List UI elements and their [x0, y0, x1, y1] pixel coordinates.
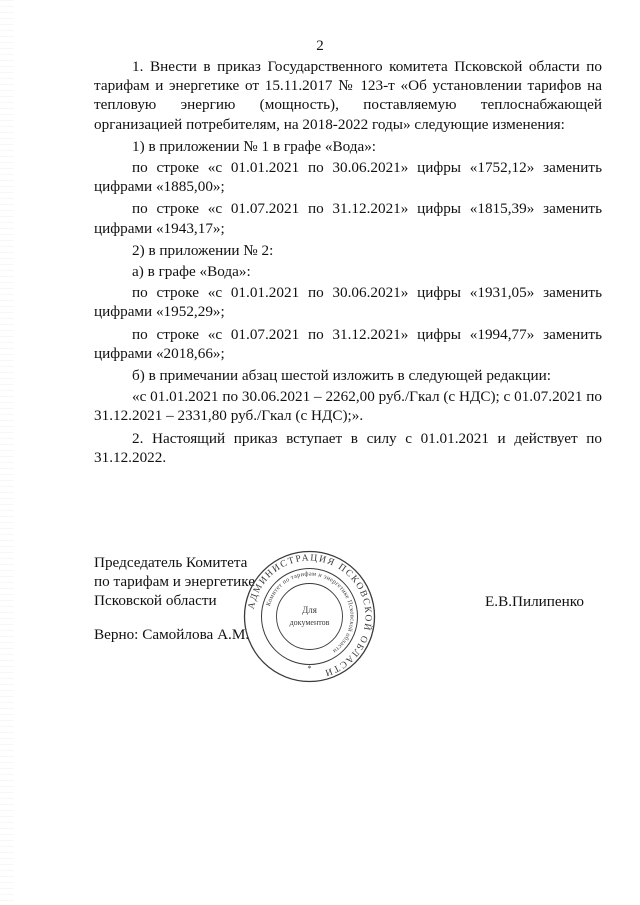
paragraph-7: по строке «с 01.01.2021 по 30.06.2021» цифры «1931,05» заменить цифрами «1952,29»; — [94, 284, 602, 321]
paragraph-8: по строке «с 01.07.2021 по 31.12.2021» цифры «1994,77» заменить цифрами «2018,66»; — [94, 325, 602, 362]
page-number: 2 — [316, 38, 324, 54]
stamp-inner-ring — [277, 584, 343, 650]
official-stamp — [242, 549, 377, 684]
stamp-center-line-1: Для — [302, 605, 317, 615]
stamp-center-line-2: документов — [289, 618, 330, 627]
paragraph-10: «с 01.01.2021 по 30.06.2021 – 2262,00 руб./Гкал (с НДС); с 01.07.2021 по 31.12.2021 – 2331,80 руб./Гкал (с НДС);». — [94, 388, 602, 425]
position-line-2: по тарифам и энергетике — [94, 573, 255, 590]
paragraph-9: б) в примечании абзац шестой изложить в следующей редакции: — [132, 367, 551, 385]
document-body — [94, 57, 602, 470]
paragraph-11: 2. Настоящий приказ вступает в силу с 01.01.2021 и действует по 31.12.2022. — [94, 429, 602, 466]
scan-edge-noise — [0, 0, 14, 905]
paragraph-1: 1. Внести в приказ Государственного комитета Псковской области по тарифам и энергетике от 15.11.2017 № 123-т «Об установлении тарифов на тепловую энергию (мощность), поставляемую теплоснабжающей организацией потребителям, на 2018-2022 годы» следующие изменения: — [94, 58, 602, 133]
signatory-name: Е.В.Пилипенко — [485, 593, 584, 610]
verified-by: Верно: Самойлова А.М. — [94, 626, 250, 643]
paragraph-4: по строке «с 01.07.2021 по 31.12.2021» цифры «1815,39» заменить цифрами «1943,17»; — [94, 200, 602, 237]
position-line-3: Псковской области — [94, 592, 217, 609]
position-line-1: Председатель Комитета — [94, 554, 248, 571]
stamp-star-icon: * — [307, 664, 312, 673]
paragraph-3: по строке «с 01.01.2021 по 30.06.2021» цифры «1752,12» заменить цифрами «1885,00»; — [94, 159, 602, 196]
paragraph-5: 2) в приложении № 2: — [132, 241, 274, 259]
signatory-position — [94, 553, 255, 610]
paragraph-6: а) в графе «Вода»: — [132, 263, 251, 281]
paragraph-2: 1) в приложении № 1 в графе «Вода»: — [132, 137, 377, 155]
stamp-middle-ring — [262, 569, 358, 665]
stamp-outer-text: АДМИНИСТРАЦИЯ ПСКОВСКОЙ ОБЛАСТИ — [246, 553, 373, 678]
stamp-inner-text: Комитет по тарифам и энергетике Псковской области — [264, 570, 356, 655]
